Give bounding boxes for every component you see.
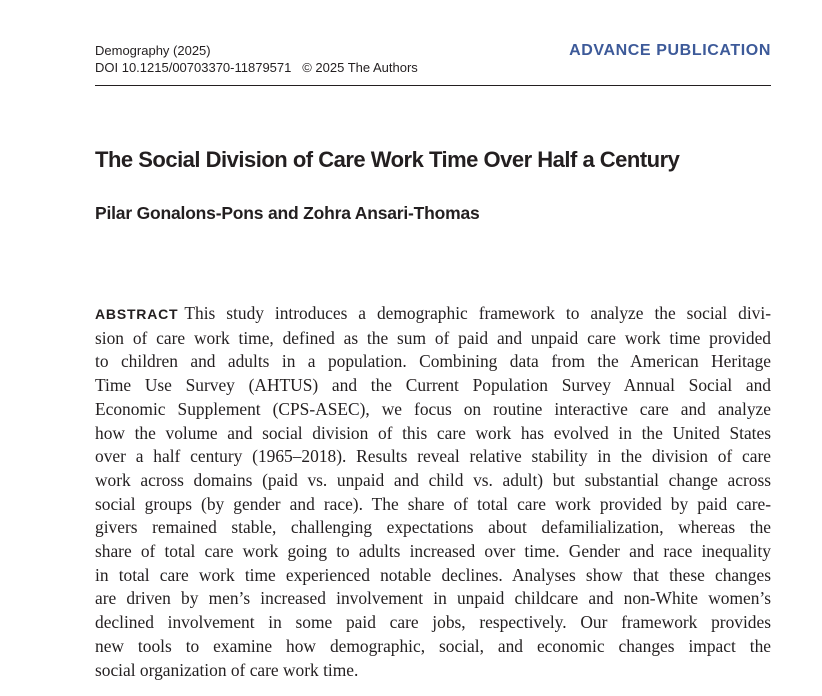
journal-name: Demography (2025) [95,43,211,58]
page-header [95,42,771,86]
abstract-line: Economic Supplement (CPS-ASEC), we focus on routine interactive care and analyze [95,398,771,419]
journal-info [95,42,418,76]
abstract-line: social organization of care work time. [95,659,359,680]
abstract-paragraph [95,302,771,682]
abstract-line: givers remained stable, challenging expectations about defamilialization, whereas the [95,517,771,538]
abstract-line: are driven by men’s increased involvement in unpaid childcare and non-White women’s [95,588,771,609]
abstract-line: share of total care work going to adults increased over time. Gender and race inequality [95,541,771,562]
abstract-line: how the volume and social division of this care work has evolved in the United States [95,422,771,443]
abstract-line: in total care work time experienced notable declines. Analyses show that these changes [95,564,771,585]
abstract-line: over a half century (1965–2018). Results reveal relative stability in the division of care [95,446,771,467]
article-authors: Pilar Gonalons-Pons and Zohra Ansari-Thomas [95,203,480,223]
article-title: The Social Division of Care Work Time Over Half a Century [95,147,680,172]
header-rule [95,85,771,86]
abstract-line: work across domains (paid vs. unpaid and child vs. adult) but substantial change across [95,469,771,490]
abstract-line-text: This study introduces a demographic framework to analyze the social divi- [184,303,771,323]
abstract-line: social groups (by gender and race). The share of total care work provided by paid care- [95,493,771,514]
doi-copyright-line: DOI 10.1215/00703370-11879571 © 2025 The Authors [95,60,418,75]
abstract-label: ABSTRACT [95,306,179,322]
abstract-line: Time Use Survey (AHTUS) and the Current Population Survey Annual Social and [95,375,771,396]
abstract-line: new tools to examine how demographic, social, and economic changes impact the [95,635,771,656]
abstract-line: declined involvement in some paid care jobs, respectively. Our framework provides [95,612,771,633]
abstract-line: to children and adults in a population. Combining data from the American Heritage [95,351,771,372]
advance-publication-badge: ADVANCE PUBLICATION [569,42,771,59]
abstract-line [95,302,771,327]
abstract-line: sion of care work time, defined as the sum of paid and unpaid care work time provided [95,327,771,348]
